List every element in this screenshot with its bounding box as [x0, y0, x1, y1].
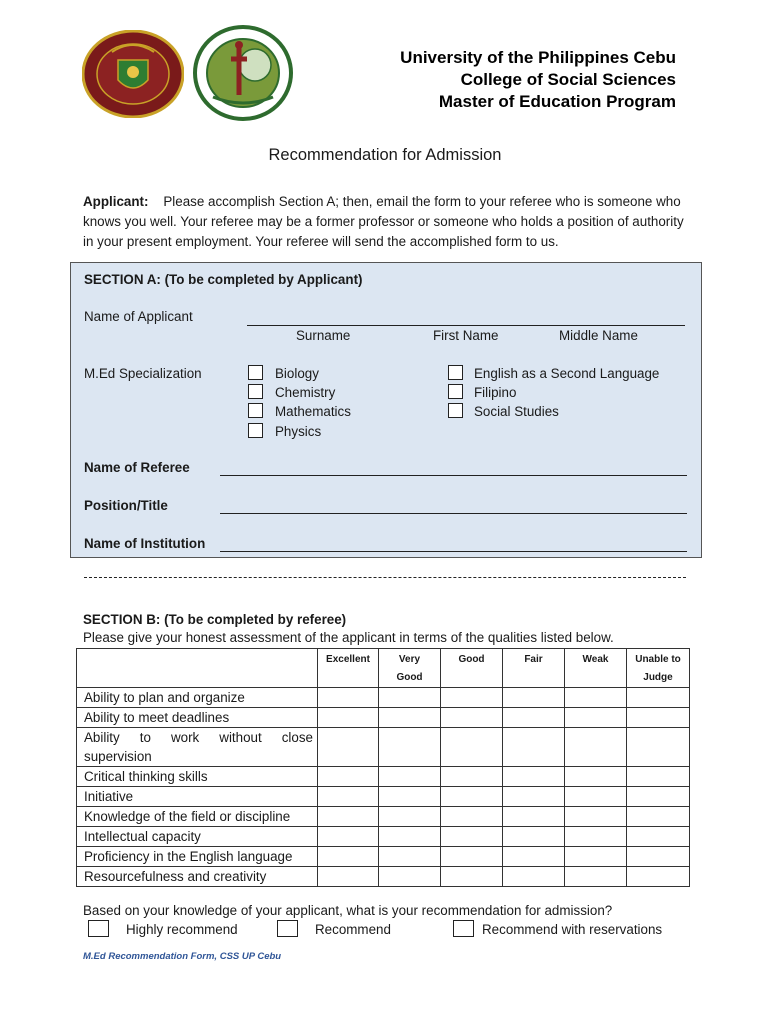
rating-cell[interactable] — [318, 827, 379, 847]
column-header-good: Good — [441, 649, 503, 688]
rating-cell[interactable] — [565, 827, 627, 847]
intro-text: Please accomplish Section A; then, email the form to your referee who is someone who knows you well. Your referee may be a former professor or someone who holds a position of authority in your present employment. Your referee will send the accomplished form to us. — [83, 194, 684, 249]
quality-cell: Initiative — [77, 787, 318, 807]
rating-cell[interactable] — [565, 728, 627, 767]
column-header-excellent: Excellent — [318, 649, 379, 688]
quality-cell: Critical thinking skills — [77, 767, 318, 787]
rating-cell[interactable] — [441, 807, 503, 827]
form-title: Recommendation for Admission — [268, 146, 502, 164]
rating-cell[interactable] — [379, 787, 441, 807]
rating-cell[interactable] — [379, 767, 441, 787]
first-name-caption: First Name — [433, 328, 499, 343]
table-row — [77, 807, 690, 827]
rating-cell[interactable] — [503, 728, 565, 767]
rating-cell[interactable] — [318, 708, 379, 728]
rating-cell[interactable] — [503, 787, 565, 807]
section-a-box — [70, 262, 702, 558]
rating-cell[interactable] — [441, 787, 503, 807]
chemistry-label: Chemistry — [275, 385, 336, 400]
rating-cell[interactable] — [318, 688, 379, 708]
position-line[interactable] — [220, 497, 687, 514]
up-seal-logo — [82, 30, 184, 118]
middle-name-caption: Middle Name — [559, 328, 638, 343]
rating-cell[interactable] — [627, 867, 690, 887]
table-row — [77, 688, 690, 708]
cut-line-divider — [84, 577, 686, 578]
column-header-fair: Fair — [503, 649, 565, 688]
physics-label: Physics — [275, 424, 322, 439]
table-row — [77, 827, 690, 847]
quality-cell: Knowledge of the field or discipline — [77, 807, 318, 827]
filipino-label: Filipino — [474, 385, 517, 400]
rating-cell[interactable] — [503, 827, 565, 847]
quality-cell: Ability to plan and organize — [77, 688, 318, 708]
rating-cell[interactable] — [318, 767, 379, 787]
quality-cell: Ability to meet deadlines — [77, 708, 318, 728]
rating-cell[interactable] — [627, 728, 690, 767]
rating-cell[interactable] — [379, 827, 441, 847]
position-label: Position/Title — [84, 498, 168, 513]
rating-cell[interactable] — [379, 728, 441, 767]
rating-cell[interactable] — [627, 847, 690, 867]
referee-name-line[interactable] — [220, 459, 687, 476]
table-row — [77, 867, 690, 887]
college-name: College of Social Sciences — [460, 70, 676, 89]
rating-cell[interactable] — [441, 827, 503, 847]
mathematics-checkbox[interactable] — [248, 403, 263, 418]
rating-cell[interactable] — [318, 787, 379, 807]
recommend-checkbox[interactable] — [277, 920, 298, 937]
table-row — [77, 728, 690, 767]
rating-cell[interactable] — [379, 867, 441, 887]
css-seal-logo — [193, 25, 293, 121]
rating-cell[interactable] — [379, 847, 441, 867]
surname-caption: Surname — [296, 328, 351, 343]
rating-cell[interactable] — [627, 688, 690, 708]
quality-cell: Ability to work without close supervision — [77, 728, 318, 767]
biology-label: Biology — [275, 366, 319, 381]
column-header-very-good: Very Good — [379, 649, 441, 688]
column-header-weak: Weak — [565, 649, 627, 688]
rating-cell[interactable] — [565, 767, 627, 787]
table-row — [77, 767, 690, 787]
rating-cell[interactable] — [565, 867, 627, 887]
rating-cell[interactable] — [503, 867, 565, 887]
quality-column-header — [77, 649, 318, 688]
rating-cell[interactable] — [627, 827, 690, 847]
column-header-unable-to-judge: Unable to Judge — [627, 649, 690, 688]
rating-cell[interactable] — [565, 847, 627, 867]
rating-cell[interactable] — [318, 728, 379, 767]
mathematics-label: Mathematics — [275, 404, 351, 419]
highly-recommend-checkbox[interactable] — [88, 920, 109, 937]
section-a-heading: SECTION A: (To be completed by Applicant) — [84, 272, 363, 287]
recommend-label: Recommend — [315, 922, 391, 937]
intro-label: Applicant: — [83, 194, 149, 209]
rating-cell[interactable] — [627, 767, 690, 787]
specialization-label: M.Ed Specialization — [84, 366, 202, 381]
rating-cell[interactable] — [627, 807, 690, 827]
referee-name-label: Name of Referee — [84, 460, 190, 475]
quality-cell: Proficiency in the English language — [77, 847, 318, 867]
table-row — [77, 787, 690, 807]
recommend-with-reservations-label: Recommend with reservations — [482, 922, 663, 937]
rating-cell[interactable] — [503, 708, 565, 728]
applicant-name-label: Name of Applicant — [84, 309, 193, 324]
rating-cell[interactable] — [441, 728, 503, 767]
quality-cell: Resourcefulness and creativity — [77, 867, 318, 887]
rating-cell[interactable] — [503, 767, 565, 787]
quality-cell: Intellectual capacity — [77, 827, 318, 847]
recommendation-question: Based on your knowledge of your applicant, what is your recommendation for admission? — [83, 903, 613, 918]
institution-line[interactable] — [220, 535, 687, 552]
rating-cell[interactable] — [379, 688, 441, 708]
esl-label: English as a Second Language — [474, 366, 660, 381]
section-b-instruction: Please give your honest assessment of the applicant in terms of the qualities listed below. — [83, 630, 614, 645]
rating-cell[interactable] — [379, 708, 441, 728]
rating-cell[interactable] — [627, 787, 690, 807]
institution-label: Name of Institution — [84, 536, 206, 551]
biology-checkbox[interactable] — [248, 365, 263, 380]
physics-checkbox[interactable] — [248, 423, 263, 438]
recommend-with-reservations-checkbox[interactable] — [453, 920, 474, 937]
section-b-heading: SECTION B: (To be completed by referee) — [83, 612, 347, 627]
rating-cell[interactable] — [379, 807, 441, 827]
rating-cell[interactable] — [503, 847, 565, 867]
footer-text: M.Ed Recommendation Form, CSS UP Cebu — [83, 951, 282, 962]
rating-cell[interactable] — [441, 688, 503, 708]
intro-paragraph — [83, 192, 693, 252]
rating-cell[interactable] — [441, 867, 503, 887]
rating-cell[interactable] — [565, 708, 627, 728]
table-row — [77, 847, 690, 867]
esl-checkbox[interactable] — [448, 365, 463, 380]
highly-recommend-label: Highly recommend — [126, 922, 238, 937]
rating-cell[interactable] — [441, 847, 503, 867]
rating-cell[interactable] — [318, 807, 379, 827]
rating-cell[interactable] — [441, 708, 503, 728]
rating-cell[interactable] — [318, 847, 379, 867]
chemistry-checkbox[interactable] — [248, 384, 263, 399]
rating-cell[interactable] — [318, 867, 379, 887]
assessment-table — [76, 648, 690, 887]
rating-cell[interactable] — [627, 708, 690, 728]
rating-cell[interactable] — [441, 767, 503, 787]
social-studies-label: Social Studies — [474, 404, 559, 419]
rating-cell[interactable] — [503, 807, 565, 827]
program-name: Master of Education Program — [438, 92, 676, 111]
rating-cell[interactable] — [503, 688, 565, 708]
social-studies-checkbox[interactable] — [448, 403, 463, 418]
rating-cell[interactable] — [565, 688, 627, 708]
table-row — [77, 708, 690, 728]
filipino-checkbox[interactable] — [448, 384, 463, 399]
table-header-row — [77, 649, 690, 688]
applicant-name-line[interactable] — [247, 309, 685, 326]
rating-cell[interactable] — [565, 787, 627, 807]
university-name: University of the Philippines Cebu — [400, 48, 676, 67]
rating-cell[interactable] — [565, 807, 627, 827]
